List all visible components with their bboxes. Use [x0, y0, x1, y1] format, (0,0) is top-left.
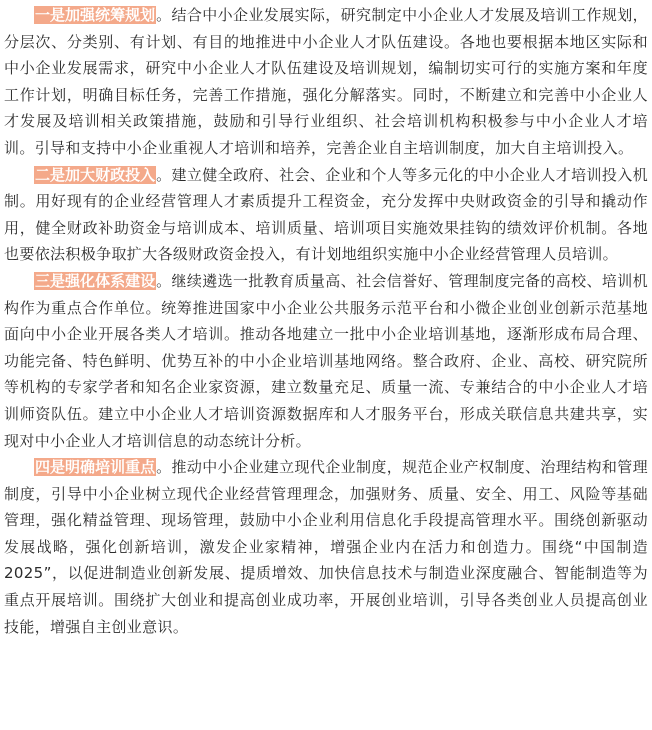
paragraph-system-text: 。继续遴选一批教育质量高、社会信誉好、管理制度完备的高校、培训机构作为重点合作单位。统筹推进国家中小企业公共服务示范平台和小微企业创业创新示范基地面向中小企业开展各类人才培训。推动各地建立一批中小企业培训基地，逐渐形成布局合理、功能完备、特色鲜明、优势互补的中小企业培训基地网络。整合政府、企业、高校、研究院所等机构的专家学者和知名企业家资源，建立数量充足、质量一流、专兼结合的中小企业人才培训师资队伍。建立中小企业人才培训资源数据库和人才服务平台，形成关联信息共建共享，实现对中小企业人才培训信息的动态统计分析。	[4, 271, 648, 450]
heading-planning: 一是加强统筹规划	[35, 6, 156, 24]
paragraph-planning-text: 。结合中小企业发展实际，研究制定中小企业人才发展及培训工作规划，分层次、分类别、有计划、有目的地推进中小企业人才队伍建设。各地也要根据本地区实际和中小企业发展需求，研究中小企业人才队伍建设及培训规划，编制切实可行的实施方案和年度工作计划，明确目标任务，完善工作措施，强化分解落实。同时，不断建立和完善中小企业人才发展及培训相关政策措施，鼓励和引导行业组织、社会培训机构积极参与中小企业人才培训。引导和支持中小企业重视人才培训和培养，完善企业自主培训制度，加大自主培训投入。	[4, 6, 648, 157]
heading-focus: 四是明确培训重点	[35, 458, 156, 477]
heading-finance: 二是加大财政投入	[35, 165, 156, 184]
paragraph-focus	[4, 454, 648, 640]
paragraph-focus-text: 。推动中小企业建立现代企业制度，规范企业产权制度、治理结构和管理制度，引导中小企业树立现代企业经营管理理念，加强财务、质量、安全、用工、风险等基础管理，强化精益管理、现场管理，鼓励中小企业利用信息化手段提高管理水平。围绕创新驱动发展战略，强化创新培训，激发企业家精神，增强企业内在活力和创造力。围绕“中国制造2025”，以促进制造业创新发展、提质增效、加快信息技术与制造业深度融合、智能制造等为重点开展培训。围绕扩大创业和提高创业成功率，开展创业培训，引导各类创业人员提高创业技能，增强自主创业意识。	[4, 458, 648, 636]
paragraph-finance	[4, 162, 648, 268]
paragraph-finance-text: 。建立健全政府、社会、企业和个人等多元化的中小企业人才培训投入机制。用好现有的企业经营管理人才素质提升工程资金，充分发挥中央财政资金的引导和撬动作用，健全财政补助资金与培训成本、培训质量、培训项目实施效果挂钩的绩效评价机制。各地也要依法积极争取扩大各级财政资金投入，有计划地组织实施中小企业经营管理人员培训。	[4, 165, 648, 264]
paragraph-system	[4, 268, 648, 454]
heading-system: 三是强化体系建设	[35, 271, 156, 290]
paragraph-planning	[4, 2, 648, 162]
